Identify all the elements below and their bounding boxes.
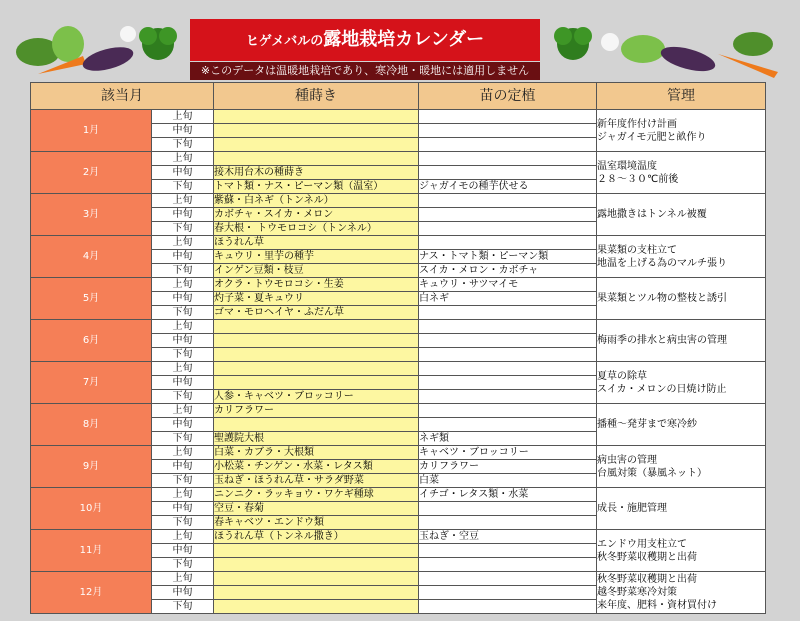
period-label: 上旬 bbox=[152, 572, 214, 586]
period-label: 下旬 bbox=[152, 306, 214, 320]
sowing-cell bbox=[214, 572, 419, 586]
month-label: 5月 bbox=[31, 278, 152, 320]
period-label: 中旬 bbox=[152, 544, 214, 558]
period-label: 下旬 bbox=[152, 348, 214, 362]
month-label: 12月 bbox=[31, 572, 152, 614]
management-cell bbox=[597, 152, 766, 194]
management-cell bbox=[597, 572, 766, 614]
table-row bbox=[31, 110, 766, 124]
period-label: 上旬 bbox=[152, 320, 214, 334]
management-note: 来年度、肥料・資材買付け bbox=[597, 600, 717, 611]
sowing-cell: 白菜・カブラ・大根類 bbox=[214, 446, 419, 460]
management-cell bbox=[597, 404, 766, 446]
period-label: 下旬 bbox=[152, 516, 214, 530]
calendar-body bbox=[31, 110, 766, 614]
management-cell bbox=[597, 488, 766, 530]
period-label: 上旬 bbox=[152, 194, 214, 208]
sowing-cell bbox=[214, 138, 419, 152]
planting-cell: ナス・トマト類・ピーマン類 bbox=[419, 250, 597, 264]
management-note: 果菜類とツル物の整枝と誘引 bbox=[597, 293, 727, 304]
month-label: 2月 bbox=[31, 152, 152, 194]
sowing-cell bbox=[214, 348, 419, 362]
planting-cell: キャベツ・ブロッコリー bbox=[419, 446, 597, 460]
planting-cell: スイカ・メロン・カボチャ bbox=[419, 264, 597, 278]
management-cell bbox=[597, 530, 766, 572]
period-label: 上旬 bbox=[152, 530, 214, 544]
period-label: 上旬 bbox=[152, 236, 214, 250]
planting-cell bbox=[419, 152, 597, 166]
management-note: ジャガイモ元肥と畝作り bbox=[597, 131, 707, 143]
sowing-cell: 灼子菜・夏キュウリ bbox=[214, 292, 419, 306]
planting-cell: ジャガイモの種芋伏せる bbox=[419, 180, 597, 194]
planting-cell: キュウリ・サツマイモ bbox=[419, 278, 597, 292]
table-row bbox=[31, 278, 766, 292]
sowing-cell bbox=[214, 362, 419, 376]
sowing-cell bbox=[214, 152, 419, 166]
planting-cell bbox=[419, 306, 597, 320]
period-label: 上旬 bbox=[152, 488, 214, 502]
period-label: 上旬 bbox=[152, 362, 214, 376]
planting-cell: 玉ねぎ・空豆 bbox=[419, 530, 597, 544]
management-note: 地温を上げる為のマルチ張り bbox=[597, 257, 727, 269]
table-row bbox=[31, 320, 766, 334]
planting-cell bbox=[419, 334, 597, 348]
planting-cell bbox=[419, 558, 597, 572]
planting-cell bbox=[419, 138, 597, 152]
month-label: 4月 bbox=[31, 236, 152, 278]
vegetables-illustration-left bbox=[8, 14, 188, 80]
sowing-cell bbox=[214, 334, 419, 348]
sowing-cell: インゲン豆類・枝豆 bbox=[214, 264, 419, 278]
sowing-cell: 人参・キャベツ・ブロッコリー bbox=[214, 390, 419, 404]
page-title: 露地栽培カレンダー bbox=[323, 29, 485, 50]
table-row bbox=[31, 362, 766, 376]
management-cell bbox=[597, 446, 766, 488]
planting-cell bbox=[419, 390, 597, 404]
sowing-cell: カボチャ・スイカ・メロン bbox=[214, 208, 419, 222]
planting-cell bbox=[419, 110, 597, 124]
table-row bbox=[31, 488, 766, 502]
management-note: 新年度作付け計画 bbox=[597, 118, 677, 130]
title-banner bbox=[190, 19, 540, 61]
sowing-cell: 春キャベツ・エンドウ類 bbox=[214, 516, 419, 530]
period-label: 下旬 bbox=[152, 264, 214, 278]
table-row bbox=[31, 194, 766, 208]
period-label: 中旬 bbox=[152, 292, 214, 306]
management-note: エンドウ用支柱立て bbox=[597, 538, 687, 550]
period-label: 中旬 bbox=[152, 502, 214, 516]
planting-cell bbox=[419, 362, 597, 376]
table-header-row bbox=[31, 83, 766, 110]
period-label: 中旬 bbox=[152, 208, 214, 222]
sowing-cell: 空豆・春菊 bbox=[214, 502, 419, 516]
sowing-cell: オクラ・トウモロコシ・生姜 bbox=[214, 278, 419, 292]
planting-cell bbox=[419, 404, 597, 418]
management-cell bbox=[597, 194, 766, 236]
period-label: 中旬 bbox=[152, 418, 214, 432]
month-label: 3月 bbox=[31, 194, 152, 236]
management-note: 果菜類の支柱立て bbox=[597, 244, 677, 256]
column-header-sowing: 種蒔き bbox=[214, 83, 419, 110]
column-header-month: 該当月 bbox=[31, 83, 214, 110]
planting-cell bbox=[419, 516, 597, 530]
sowing-cell: ゴマ・モロヘイヤ・ふだん草 bbox=[214, 306, 419, 320]
planting-cell bbox=[419, 236, 597, 250]
sowing-cell bbox=[214, 124, 419, 138]
month-label: 10月 bbox=[31, 488, 152, 530]
management-cell bbox=[597, 278, 766, 320]
planting-cell bbox=[419, 320, 597, 334]
planting-cell: カリフラワー bbox=[419, 460, 597, 474]
period-label: 下旬 bbox=[152, 558, 214, 572]
month-label: 9月 bbox=[31, 446, 152, 488]
vegetables-illustration-right bbox=[548, 14, 793, 80]
sowing-cell bbox=[214, 110, 419, 124]
planting-cell: 白菜 bbox=[419, 474, 597, 488]
sowing-cell: 接木用台木の種蒔き bbox=[214, 166, 419, 180]
planting-cell bbox=[419, 600, 597, 614]
header bbox=[0, 0, 800, 82]
period-label: 下旬 bbox=[152, 600, 214, 614]
planting-cell bbox=[419, 418, 597, 432]
planting-cell: イチゴ・レタス類・水菜 bbox=[419, 488, 597, 502]
planting-cell bbox=[419, 222, 597, 236]
sowing-cell bbox=[214, 320, 419, 334]
period-label: 上旬 bbox=[152, 404, 214, 418]
period-label: 中旬 bbox=[152, 586, 214, 600]
month-label: 11月 bbox=[31, 530, 152, 572]
column-header-management: 管理 bbox=[597, 83, 766, 110]
column-header-planting: 苗の定植 bbox=[419, 83, 597, 110]
management-cell bbox=[597, 320, 766, 362]
month-label: 7月 bbox=[31, 362, 152, 404]
sowing-cell: キュウリ・里芋の種芋 bbox=[214, 250, 419, 264]
sowing-cell: トマト類・ナス・ピーマン類（温室） bbox=[214, 180, 419, 194]
management-note: 病虫害の管理 bbox=[597, 454, 657, 466]
management-note: 夏草の除草 bbox=[597, 370, 647, 382]
period-label: 下旬 bbox=[152, 222, 214, 236]
calendar-table bbox=[30, 82, 766, 614]
management-note: 成長・施肥管理 bbox=[597, 503, 667, 514]
sowing-cell bbox=[214, 376, 419, 390]
planting-cell bbox=[419, 348, 597, 362]
planting-cell bbox=[419, 502, 597, 516]
disclaimer-note: ※このデータは温暖地栽培であり、寒冷地・暖地には適用しません bbox=[190, 62, 540, 80]
sowing-cell: 聖護院大根 bbox=[214, 432, 419, 446]
management-cell bbox=[597, 110, 766, 152]
table-row bbox=[31, 446, 766, 460]
period-label: 上旬 bbox=[152, 110, 214, 124]
management-note: 秋冬野菜収穫期と出荷 bbox=[597, 551, 697, 563]
period-label: 下旬 bbox=[152, 180, 214, 194]
period-label: 中旬 bbox=[152, 250, 214, 264]
management-cell bbox=[597, 362, 766, 404]
period-label: 下旬 bbox=[152, 138, 214, 152]
period-label: 中旬 bbox=[152, 166, 214, 180]
sowing-cell bbox=[214, 600, 419, 614]
management-note: 露地撒きはトンネル被覆 bbox=[597, 209, 707, 220]
table-row bbox=[31, 530, 766, 544]
period-label: 中旬 bbox=[152, 376, 214, 390]
management-note: ２８～３０℃前後 bbox=[597, 173, 679, 185]
planting-cell bbox=[419, 376, 597, 390]
management-cell bbox=[597, 236, 766, 278]
planting-cell bbox=[419, 124, 597, 138]
period-label: 中旬 bbox=[152, 460, 214, 474]
management-note: 播種～発芽まで寒冷紗 bbox=[597, 419, 697, 430]
planting-cell bbox=[419, 166, 597, 180]
period-label: 上旬 bbox=[152, 446, 214, 460]
management-note: 台風対策（暴風ネット） bbox=[597, 467, 707, 479]
sowing-cell: ニンニク・ラッキョウ・ワケギ種球 bbox=[214, 488, 419, 502]
planting-cell bbox=[419, 586, 597, 600]
month-label: 1月 bbox=[31, 110, 152, 152]
period-label: 下旬 bbox=[152, 390, 214, 404]
management-note: 温室環境温度 bbox=[597, 160, 657, 172]
period-label: 下旬 bbox=[152, 474, 214, 488]
period-label: 上旬 bbox=[152, 278, 214, 292]
planting-cell bbox=[419, 194, 597, 208]
table-row bbox=[31, 236, 766, 250]
period-label: 中旬 bbox=[152, 334, 214, 348]
sowing-cell: 春大根・ トウモロコシ（トンネル） bbox=[214, 222, 419, 236]
period-label: 上旬 bbox=[152, 152, 214, 166]
sowing-cell: ほうれん草 bbox=[214, 236, 419, 250]
planting-cell: ネギ類 bbox=[419, 432, 597, 446]
planting-cell: 白ネギ bbox=[419, 292, 597, 306]
management-note: スイカ・メロンの日焼け防止 bbox=[597, 383, 727, 395]
planting-cell bbox=[419, 544, 597, 558]
sowing-cell: 紫蘇・白ネギ（トンネル） bbox=[214, 194, 419, 208]
table-row bbox=[31, 152, 766, 166]
sowing-cell: カリフラワー bbox=[214, 404, 419, 418]
sowing-cell bbox=[214, 586, 419, 600]
sowing-cell: 小松菜・チンゲン・水菜・レタス類 bbox=[214, 460, 419, 474]
management-note: 秋冬野菜収穫期と出荷 bbox=[597, 574, 697, 585]
planting-cell bbox=[419, 572, 597, 586]
sowing-cell: ほうれん草（トンネル撒き） bbox=[214, 530, 419, 544]
planting-cell bbox=[419, 208, 597, 222]
month-label: 6月 bbox=[31, 320, 152, 362]
month-label: 8月 bbox=[31, 404, 152, 446]
period-label: 下旬 bbox=[152, 432, 214, 446]
management-note: 梅雨季の排水と病虫害の管理 bbox=[597, 335, 727, 346]
sowing-cell bbox=[214, 544, 419, 558]
sowing-cell bbox=[214, 418, 419, 432]
sowing-cell: 玉ねぎ・ほうれん草・サラダ野菜 bbox=[214, 474, 419, 488]
title-prefix: ヒゲメバルの bbox=[245, 34, 324, 49]
table-row bbox=[31, 572, 766, 586]
sowing-cell bbox=[214, 558, 419, 572]
period-label: 中旬 bbox=[152, 124, 214, 138]
management-note: 越冬野菜寒冷対策 bbox=[597, 587, 677, 598]
table-row bbox=[31, 404, 766, 418]
